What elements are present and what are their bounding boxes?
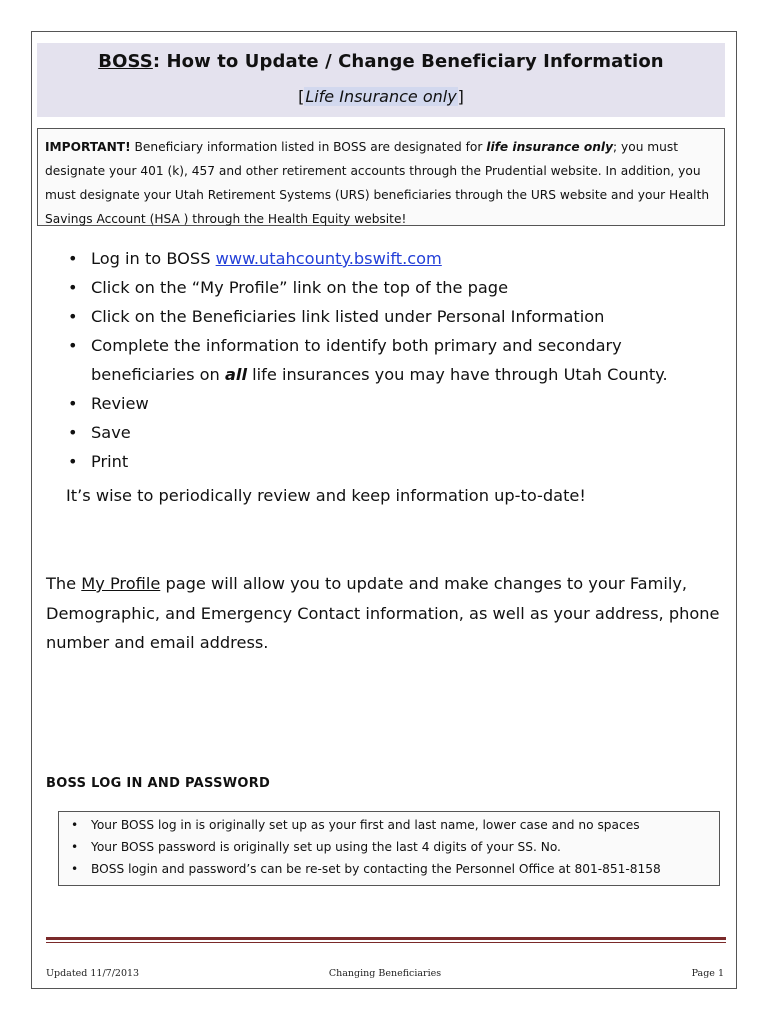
page-title [37, 51, 725, 72]
step-save: • Save [66, 418, 706, 447]
step-complete-text-1: Complete the information to identify both primary and secondary beneficiaries on [91, 336, 622, 384]
login-info-list [59, 812, 719, 880]
important-emphasis: life insurance only [486, 140, 614, 154]
profile-paragraph [46, 569, 726, 658]
step-print: • Print [66, 447, 706, 476]
important-text-2: ; you must designate your 401 (k), 457 and other retirement accounts through the Prudential website. In addition, you must designate your Utah Retirement Systems (URS) beneficiaries through the URS website and your Health Savings Account (HSA ) through the Health Equity website! [45, 140, 710, 226]
step-complete-info [66, 331, 706, 389]
subtitle-text: Life Insurance only [305, 87, 457, 106]
profile-text-1: The [46, 574, 82, 593]
footer-rule-thin [46, 942, 726, 943]
footer-document-title: Changing Beneficiaries [328, 968, 442, 979]
login-item: • BOSS login and password’s can be re-set by contacting the Personnel Office at 801-851-8158 [59, 858, 719, 880]
title-rest: : How to Update / Change Beneficiary Information [152, 51, 664, 72]
important-text-1: Beneficiary information listed in BOSS are designated for [130, 140, 487, 154]
login-info-box [58, 811, 720, 886]
profile-term: My Profile [81, 574, 161, 593]
login-item: • Your BOSS log in is originally set up as your first and last name, lower case and no spaces [59, 814, 719, 836]
step-login-text: Log in to BOSS [91, 249, 216, 268]
login-section-heading: BOSS LOG IN AND PASSWORD [46, 776, 271, 791]
login-item: • Your BOSS password is originally set up using the last 4 digits of your SS. No. [59, 836, 719, 858]
title-boss: BOSS [98, 51, 153, 72]
footer-page-number: Page 1 [691, 968, 724, 979]
step-review: • Review [66, 389, 706, 418]
step-beneficiaries: • Click on the Beneficiaries link listed under Personal Information [66, 302, 706, 331]
wise-note: It’s wise to periodically review and keep information up-to-date! [66, 486, 586, 505]
important-notice [37, 128, 725, 226]
footer-updated-date: Updated 11/7/2013 [46, 968, 140, 979]
page-subtitle [37, 87, 725, 106]
footer-rule-thick [46, 937, 726, 940]
step-login [66, 244, 706, 273]
subtitle-open-bracket: [ [298, 87, 305, 106]
step-complete-text-2: life insurances you may have through Utah County. [247, 365, 668, 384]
profile-text-2: page will allow you to update and make changes to your Family, Demographic, and Emergency Contact information, as well as your address, phone number and email address. [46, 574, 720, 652]
subtitle-close-bracket: ] [457, 87, 464, 106]
steps-list [66, 244, 706, 476]
boss-website-link[interactable]: www.utahcounty.bswift.com [215, 249, 442, 268]
step-complete-emphasis: all [224, 365, 247, 384]
title-banner [37, 43, 725, 117]
important-label: IMPORTANT! [45, 140, 131, 154]
step-my-profile: • Click on the “My Profile” link on the top of the page [66, 273, 706, 302]
